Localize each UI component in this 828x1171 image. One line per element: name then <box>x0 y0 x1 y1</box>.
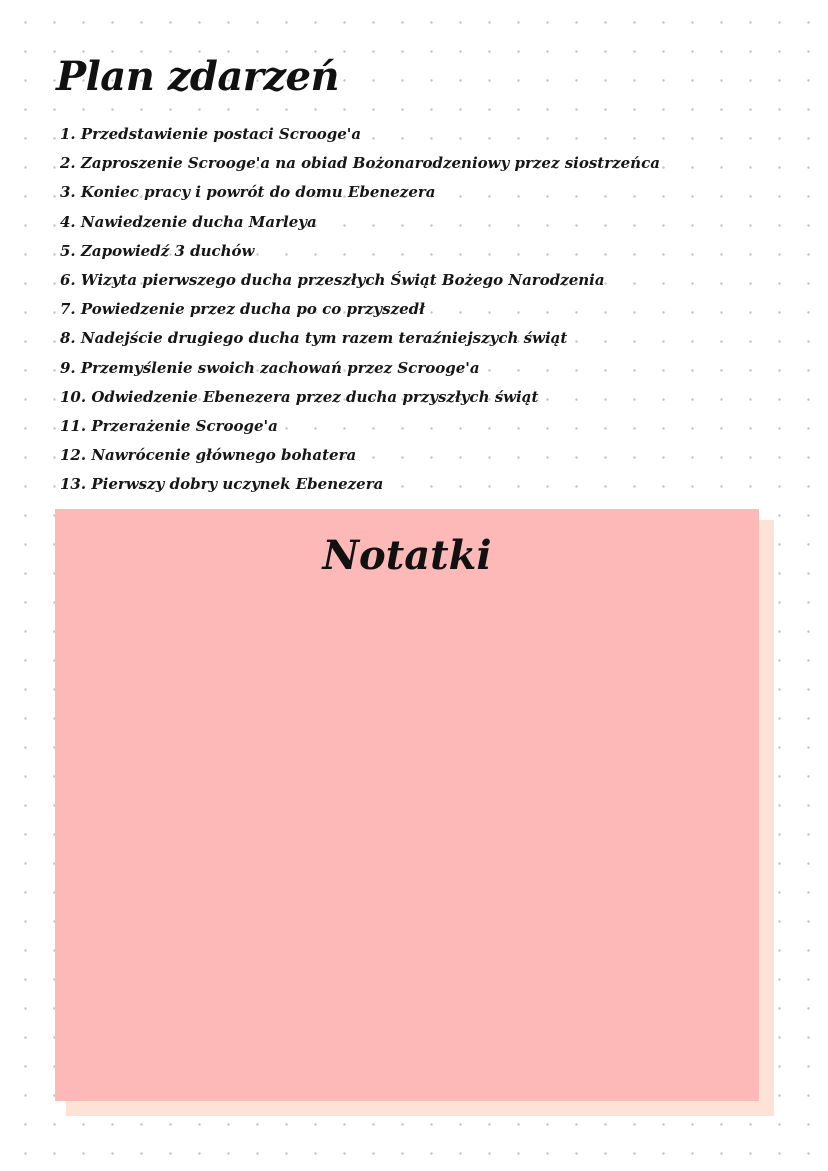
event-number: 4. <box>60 212 76 231</box>
list-item <box>60 237 760 266</box>
event-number: 13. <box>60 475 87 494</box>
event-number: 8. <box>60 329 76 348</box>
events-list <box>60 120 760 499</box>
list-item <box>60 295 760 324</box>
event-text: Nawrócenie głównego bohatera <box>91 446 357 465</box>
page-title: Plan zdarzeń <box>56 53 340 100</box>
event-text: Zapowiedź 3 duchów <box>80 241 255 260</box>
event-text: Przedstawienie postaci Scrooge'a <box>80 125 362 143</box>
list-item <box>60 383 760 412</box>
event-text: Nawiedzenie ducha Marleya <box>80 212 317 231</box>
list-item <box>60 470 760 499</box>
list-item <box>60 412 760 441</box>
event-number: 3. <box>60 183 76 202</box>
list-item <box>60 178 760 207</box>
list-item <box>60 266 760 295</box>
notes-title: Notatki <box>322 532 492 579</box>
event-number: 12. <box>60 446 87 465</box>
event-number: 9. <box>60 358 76 377</box>
event-text: Koniec pracy i powrót do domu Ebenezera <box>80 183 436 202</box>
event-text: Wizyta pierwszego ducha przeszłych Świąt Bożego Narodzenia <box>80 270 605 289</box>
list-item <box>60 354 760 383</box>
event-number: 2. <box>60 154 76 173</box>
event-number: 6. <box>60 270 76 289</box>
event-text: Zaproszenie Scrooge'a na obiad Bożonarodzeniowy przez siostrzeńca <box>80 154 660 173</box>
list-item <box>60 149 760 178</box>
event-text: Odwiedzenie Ebenezera przez ducha przyszłych świąt <box>91 387 539 406</box>
list-item <box>60 208 760 237</box>
list-item <box>60 324 760 353</box>
event-text: Powiedzenie przez ducha po co przyszedł <box>80 300 425 319</box>
event-number: 7. <box>60 300 76 319</box>
list-item <box>60 120 760 149</box>
event-text: Przerażenie Scrooge'a <box>91 416 278 435</box>
notes-card <box>55 509 759 1101</box>
event-number: 11. <box>60 416 87 435</box>
event-text: Nadejście drugiego ducha tym razem teraźniejszych świąt <box>80 329 568 348</box>
event-number: 10. <box>60 387 87 406</box>
event-text: Pierwszy dobry uczynek Ebenezera <box>91 475 384 494</box>
list-item <box>60 441 760 470</box>
event-number: 5. <box>60 241 76 260</box>
event-text: Przemyślenie swoich zachowań przez Scrooge'a <box>80 358 480 377</box>
event-number: 1. <box>60 125 76 143</box>
